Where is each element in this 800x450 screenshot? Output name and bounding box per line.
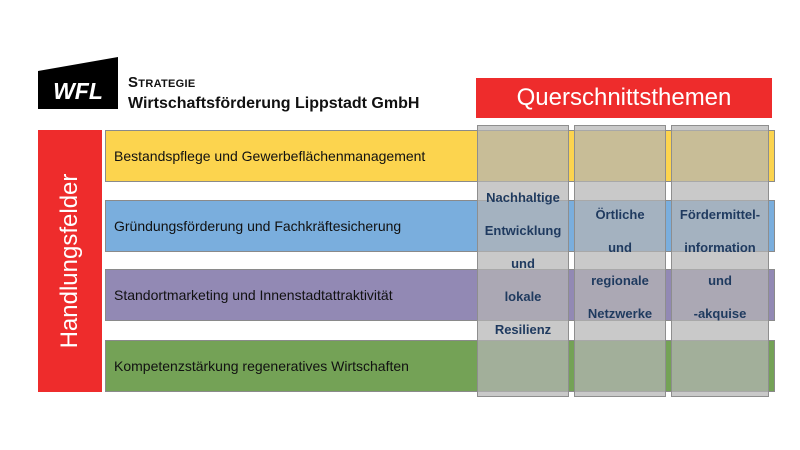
action-field-label: Gründungsförderung und Fachkräftesicherung <box>114 218 402 234</box>
cross-topic-line: und <box>608 240 632 255</box>
cross-topic-line: -akquise <box>693 306 747 321</box>
action-fields-label: Handlungsfelder <box>56 173 83 349</box>
action-field-label: Kompetenzstärkung regeneratives Wirtschaften <box>114 358 409 374</box>
cross-topic-line: Örtliche <box>595 207 645 222</box>
cross-topic-text <box>672 198 768 330</box>
cross-topic-column-2 <box>574 125 666 397</box>
cross-topic-line: regionale <box>591 273 649 288</box>
cross-topic-line: und <box>511 256 535 271</box>
cross-topic-line: Entwicklung <box>484 223 562 238</box>
cross-topic-line: information <box>684 240 756 255</box>
action-field-label: Standortmarketing und Innenstadtattraktivität <box>114 287 393 303</box>
cross-topic-line: Resilienz <box>494 322 552 337</box>
cross-topic-line: Netzwerke <box>587 306 653 321</box>
company-name: Wirtschaftsförderung Lippstadt GmbH <box>128 95 420 112</box>
cross-topic-column-1 <box>477 125 569 397</box>
cross-topic-line: und <box>708 273 732 288</box>
cross-topic-line: lokale <box>504 289 542 304</box>
cross-topic-column-3 <box>671 125 769 397</box>
wfl-logo <box>38 57 118 109</box>
logo-text: WFL <box>53 78 103 104</box>
cross-topic-line: Fördermittel- <box>679 207 761 222</box>
cross-topic-text <box>575 198 665 330</box>
page-title: Strategie <box>128 74 196 91</box>
cross-topics-banner <box>476 78 772 118</box>
cross-topics-label: Querschnittsthemen <box>516 84 732 111</box>
cross-topic-text <box>478 181 568 346</box>
action-field-label: Bestandspflege und Gewerbeflächenmanagement <box>114 148 426 164</box>
action-fields-banner <box>38 130 102 392</box>
cross-topic-line: Nachhaltige <box>486 190 560 205</box>
